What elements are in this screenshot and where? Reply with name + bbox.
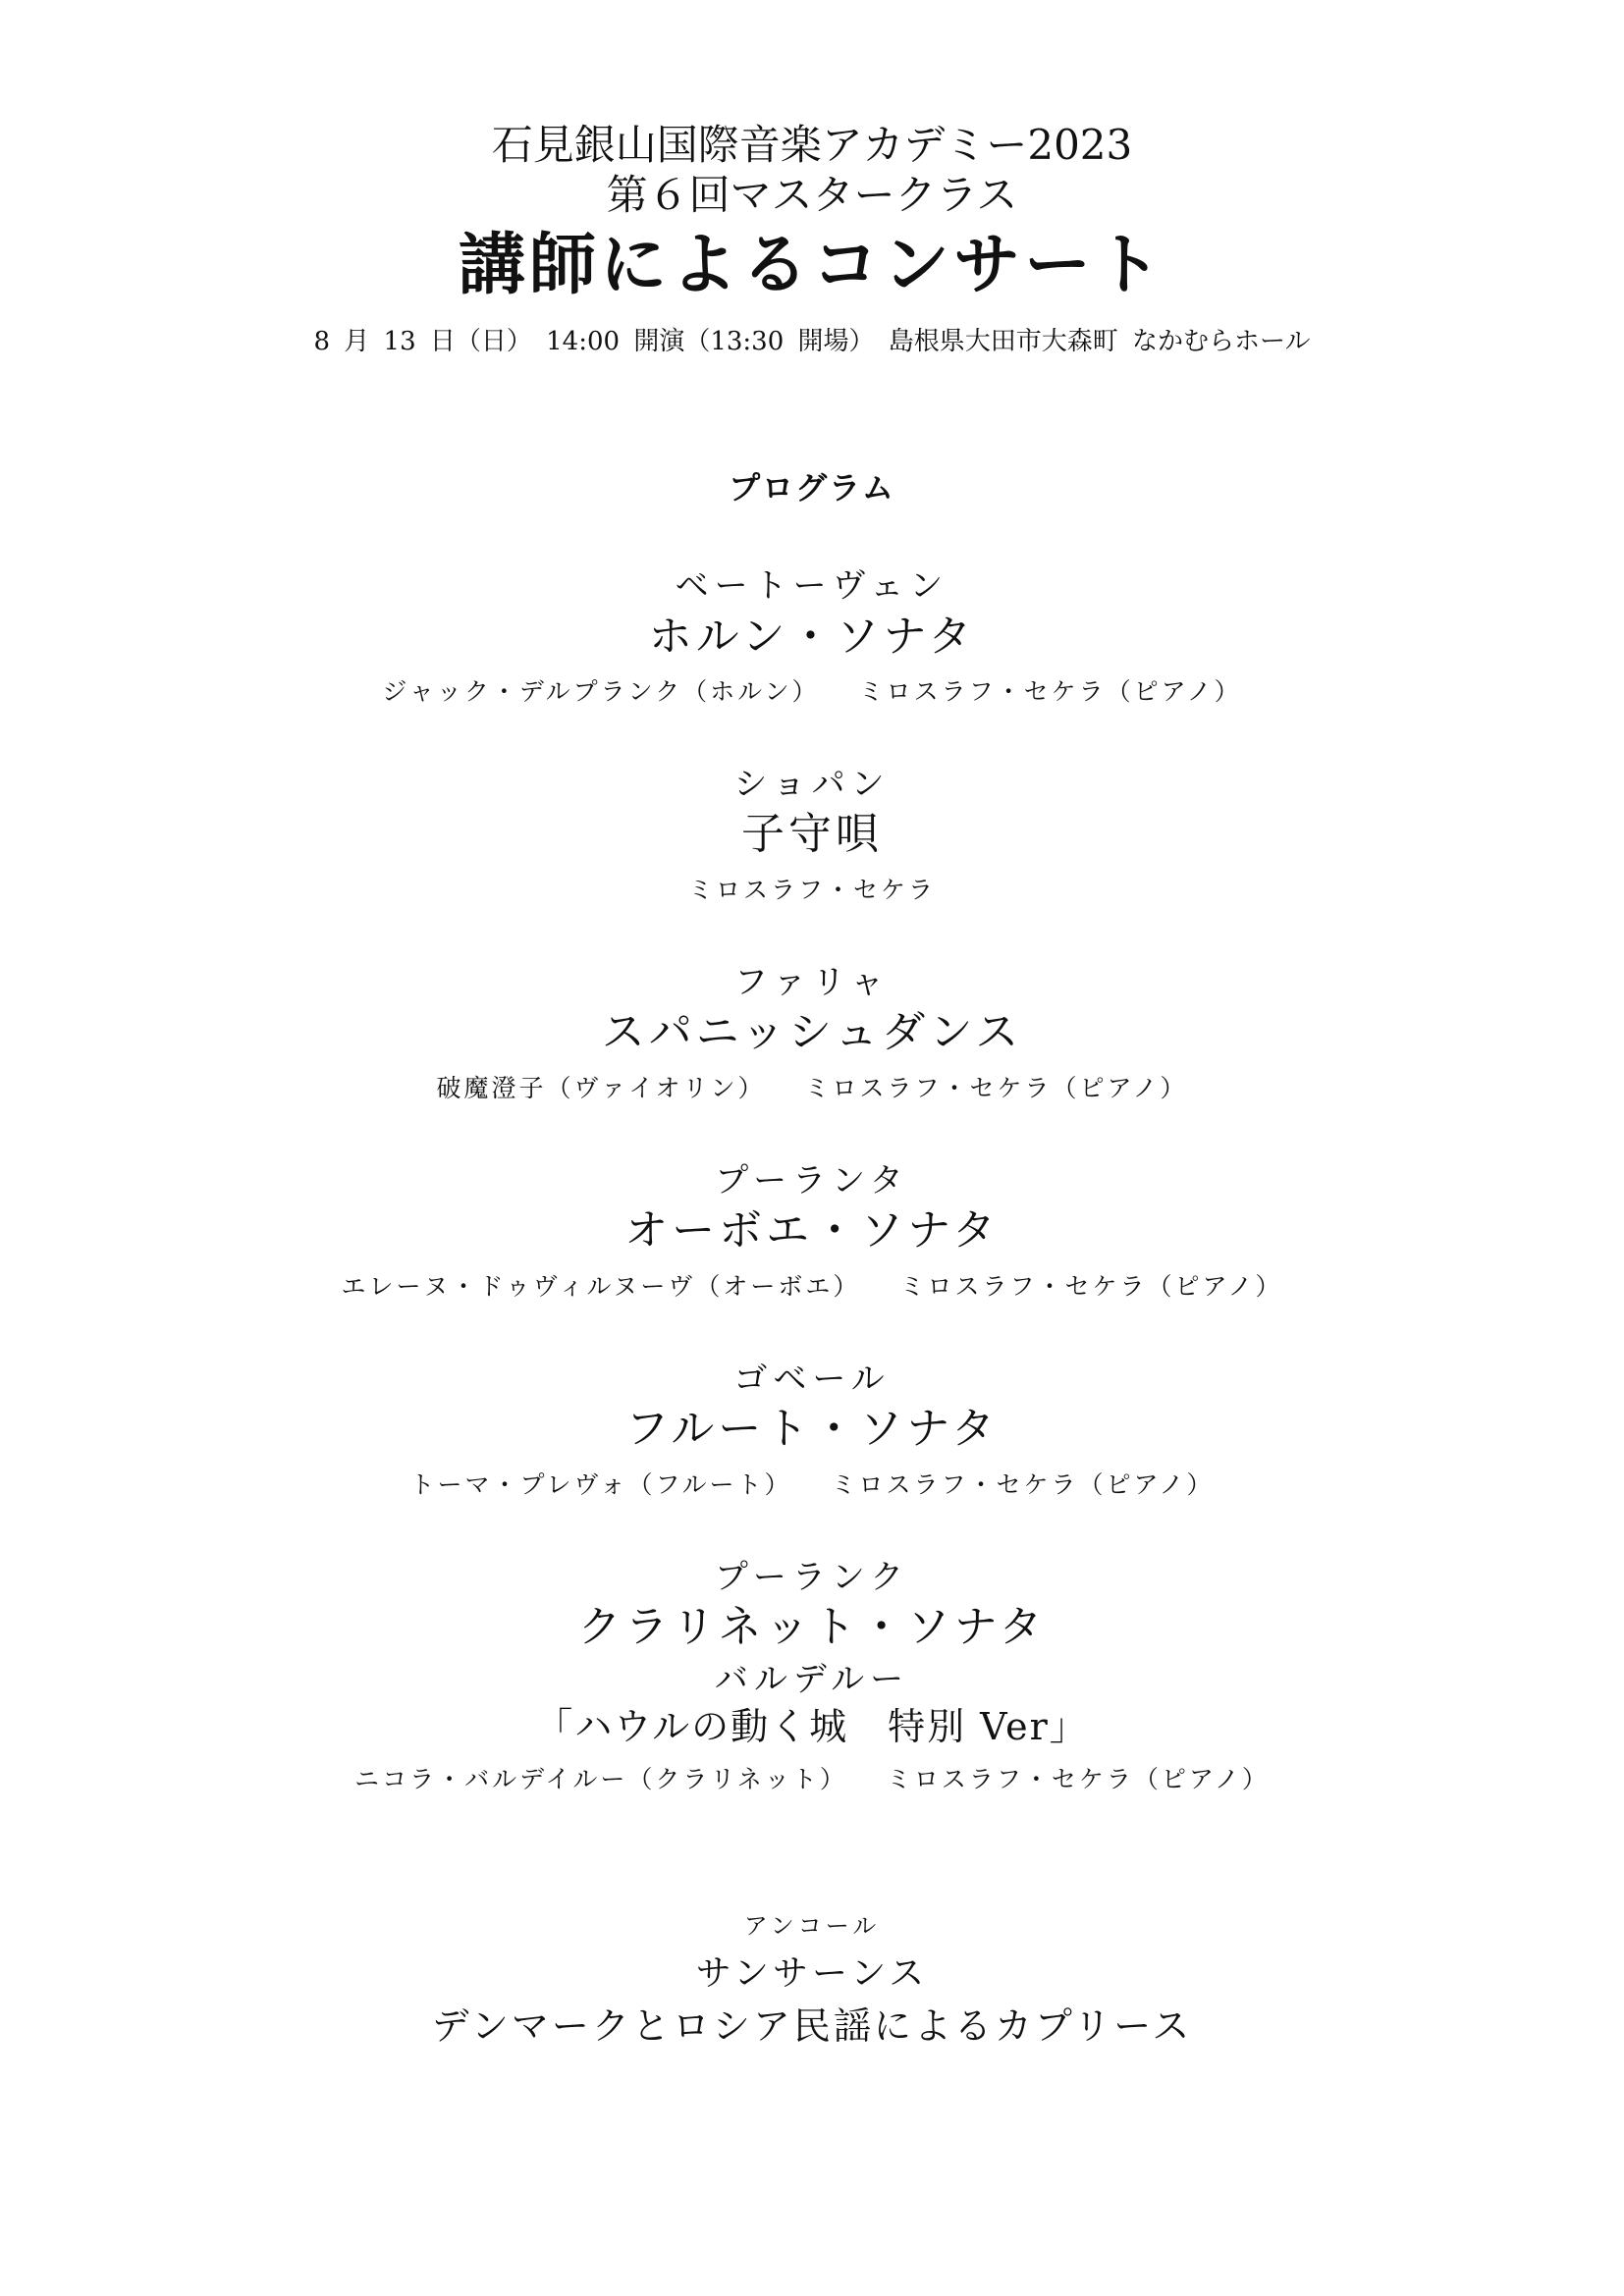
performer: ミロスラフ・セケラ — [687, 876, 936, 904]
program-item-6-work-2: 「ハウルの動く城 特別 Ver」 — [535, 1705, 1089, 1748]
program-item-5-composer: ゴベール — [733, 1360, 891, 1399]
performer: ミロスラフ・セケラ（ピアノ） — [831, 1470, 1215, 1499]
program-item-1-composer: ベートーヴェン — [675, 566, 949, 606]
program-item-4-performers — [0, 1274, 1624, 1299]
program-item-5-work: フルート・ソナタ — [624, 1404, 1000, 1454]
program-item-2-performers — [0, 878, 1624, 902]
encore-label: アンコール — [743, 1912, 881, 1940]
performer: ジャック・デルプランク（ホルン） — [382, 677, 820, 706]
performer: エレーヌ・ドゥヴィルヌーヴ（オーボエ） — [341, 1272, 861, 1301]
program-item-4-work: オーボエ・ソナタ — [624, 1205, 1000, 1255]
performer: ミロスラフ・セケラ（ピアノ） — [886, 1765, 1270, 1793]
program-heading: プログラム — [729, 469, 895, 507]
program-item-6-performers — [0, 1767, 1624, 1791]
program-item-5-performers — [0, 1472, 1624, 1497]
performer: ミロスラフ・セケラ（ピアノ） — [804, 1074, 1188, 1102]
performer: ニコラ・バルデイルー（クラリネット） — [354, 1765, 847, 1793]
program-item-3-work: スパニッシュダンス — [601, 1007, 1023, 1057]
program-item-6-composer-2: バルデルー — [714, 1660, 910, 1699]
program-item-4-composer: プーランタ — [715, 1161, 909, 1201]
page-title: 講師によるコンサート — [458, 226, 1165, 304]
program-item-6-composer: プーランク — [714, 1558, 910, 1597]
program-item-1-performers — [0, 679, 1624, 704]
masterclass-title: 第６回マスタークラス — [606, 171, 1018, 219]
encore-composer: サンサーンス — [695, 1953, 929, 1994]
performer: トーマ・プレヴォ（フルート） — [409, 1470, 792, 1499]
program-item-3-composer: ファリャ — [733, 963, 891, 1002]
performer: ミロスラフ・セケラ（ピアノ） — [858, 677, 1242, 706]
program-item-2-composer: ショパン — [733, 765, 891, 804]
program-item-1-work: ホルン・ソナタ — [648, 612, 976, 662]
program-item-2-work: 子守唄 — [741, 809, 883, 859]
program-item-6-work: クラリネット・ソナタ — [577, 1602, 1047, 1652]
program-item-3-performers — [0, 1076, 1624, 1100]
academy-title: 石見銀山国際音楽アカデミー2023 — [491, 121, 1133, 169]
encore-work: デンマークとロシア民謡によるカプリース — [431, 2004, 1193, 2048]
performer: ミロスラフ・セケラ（ピアノ） — [899, 1272, 1283, 1301]
event-info: 8 月 13 日（日） 14:00 開演（13:30 開場） 島根県大田市大森町 なかむらホール — [313, 327, 1311, 356]
performer: 破魔澄子（ヴァイオリン） — [436, 1074, 766, 1102]
